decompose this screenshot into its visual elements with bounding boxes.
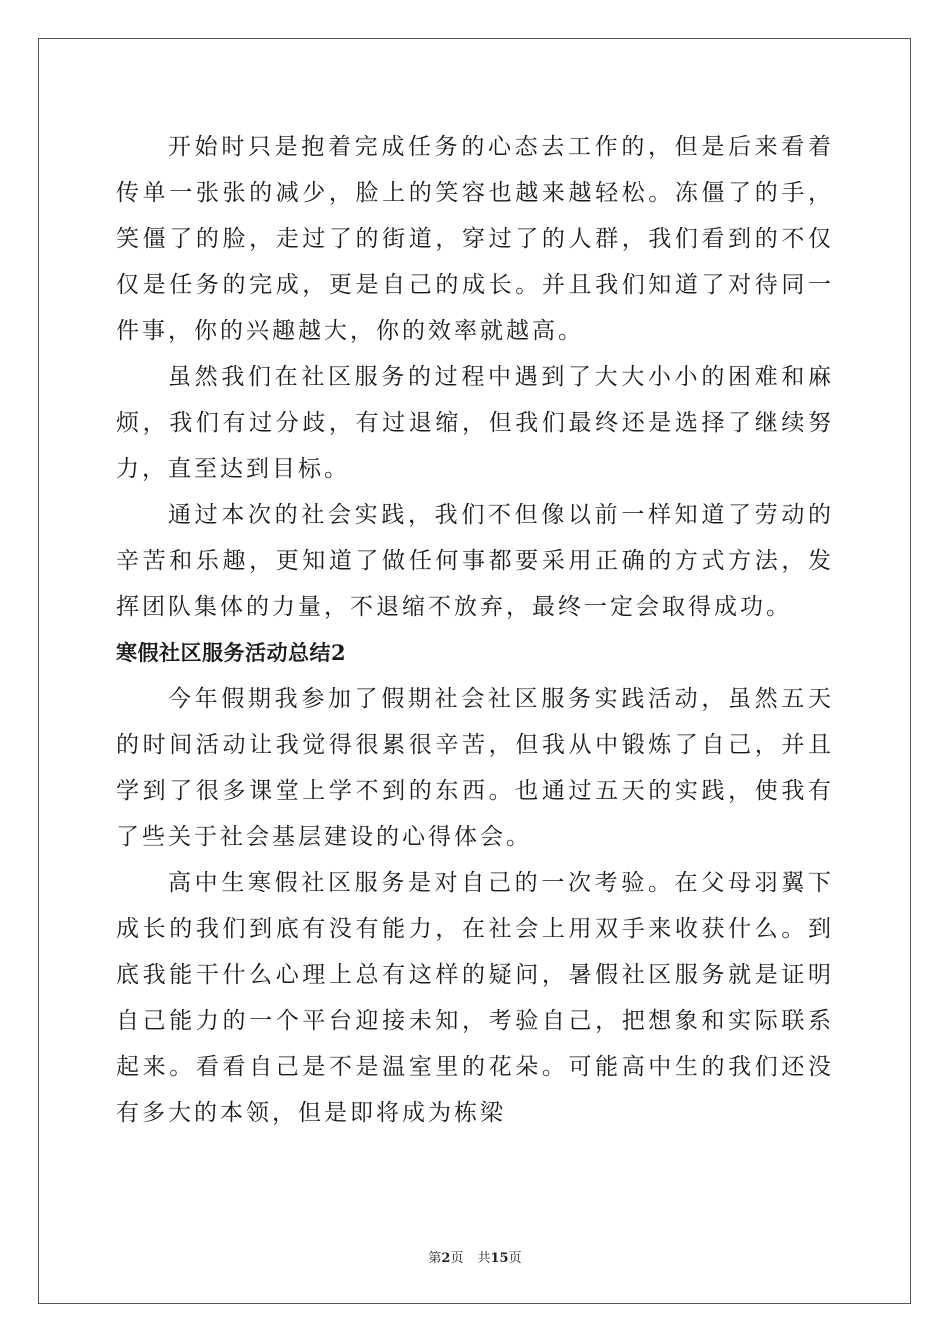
section-title: 寒假社区服务活动总结2 [116, 640, 347, 665]
total-suffix: 页 [508, 1251, 522, 1266]
total-prefix: 共 [477, 1251, 491, 1266]
page-suffix: 页 [450, 1251, 464, 1266]
section-paragraph-1: 今年假期我参加了假期社会社区服务实践活动，虽然五天的时间活动让我觉得很累很辛苦，但我从中锻炼了自己，并且学到了很多课堂上学不到的东西。也通过五天的实践，使我有了些关于社会基层建设的心得体会。 [116, 686, 834, 850]
paragraph-2: 虽然我们在社区服务的过程中遇到了大大小小的困难和麻烦，我们有过分歧，有过退缩，但我们最终还是选择了继续努力，直至达到目标。 [116, 364, 834, 482]
page-footer [0, 1247, 950, 1266]
page-number: 2 [441, 1251, 451, 1266]
total-pages: 15 [490, 1251, 509, 1266]
section-paragraph-2: 高中生寒假社区服务是对自己的一次考验。在父母羽翼下成长的我们到底有没有能力，在社会上用双手来收获什么。到底我能干什么心理上总有这样的疑问，暑假社区服务就是证明自己能力的一个平台迎接未知，考验自己，把想象和实际联系起来。看看自己是不是温室里的花朵。可能高中生的我们还没有多大的本领，但是即将成为栋梁 [116, 870, 834, 1126]
paragraph-1: 开始时只是抱着完成任务的心态去工作的，但是后来看着传单一张张的减少，脸上的笑容也越来越轻松。冻僵了的手，笑僵了的脸，走过了的街道，穿过了的人群，我们看到的不仅仅是任务的完成，更是自己的成长。并且我们知道了对待同一件事，你的兴趣越大，你的效率就越高。 [116, 134, 834, 344]
page-prefix: 第 [428, 1251, 442, 1266]
document-body [116, 124, 834, 1136]
paragraph-3: 通过本次的社会实践，我们不但像以前一样知道了劳动的辛苦和乐趣，更知道了做任何事都要采用正确的方式方法，发挥团队集体的力量，不退缩不放弃，最终一定会取得成功。 [116, 502, 834, 620]
